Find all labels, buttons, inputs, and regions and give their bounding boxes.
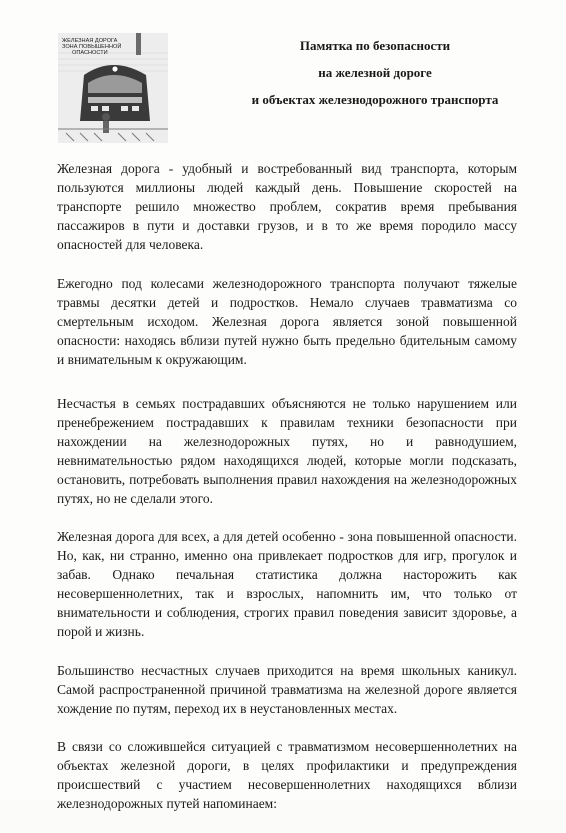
title-line-2: на железной дороге [318,65,432,80]
paragraph-1: Железная дорога - удобный и востребованный вид транспорта, которым пользуются миллионы людей каждый день. Повышение скоростей на транспорте решило множество проблем, сократив время пребывания пассажиров в пути и доставки грузов, и в то же время породило массу опасностей для человека. [57,161,517,252]
paragraph-5: Большинство несчастных случаев приходится на время школьных каникул. Самой распространенной причиной травматизма на железной дороге является хождение по путям, переход их в неустановленных местах. [57,662,517,716]
paragraph-4: Железная дорога для всех, а для детей особенно - зона повышенной опасности. Но, как, ни странно, именно она привлекает подростков для игр, прогулок и забав. Однако печальная статистика должна насторожить как несовершеннолетних, так и взрослых, напомнить им, что только от внимательности и соблюдения, строгих правил поведения зависит здоровье, а порой и жизнь. [57,529,517,639]
title-line-3: и объектах железнодорожного транспорта [251,92,499,107]
railway-safety-logo [58,33,168,143]
train-illustration-icon [58,33,168,143]
logo-caption-line2: ЗОНА ПОВЫШЕННОЙ [62,44,122,50]
paragraph-6: В связи со сложившейся ситуацией с травматизмом несовершеннолетних на объектах железной дороги, в целях профилактики и предупреждения происшествий с участием несовершеннолетних находящихся вблизи железнодорожных путей напоминаем: [57,739,517,811]
title-line-1: Памятка по безопасности [299,38,451,53]
paragraph-2: Ежегодно под колесами железнодорожного транспорта получают тяжелые травмы десятки детей и подростков. Немало случаев травматизма со смертельным исходом. Железная дорога является зоной повышенной опасности: находясь вблизи путей нужно быть предельно бдительным самому и внимательным к окружающим. [57,275,517,367]
memo-body [57,159,517,833]
paragraph-3: Несчастья в семьях пострадавших объясняются не только нарушением или пренебрежением пострадавших к правилам техники безопасности при нахождении на железнодорожных путях, но и равнодушием, невнимательностью рядом находящихся людей, которые могли подсказать, остановить, потребовать выполнения правил нахождения на железнодорожных путях, но не сделали этого. [57,395,517,506]
page-title [225,32,525,113]
logo-caption-line1: ЖЕЛЕЗНАЯ ДОРОГА [62,38,118,44]
logo-caption-line3: ОПАСНОСТИ [72,50,108,56]
